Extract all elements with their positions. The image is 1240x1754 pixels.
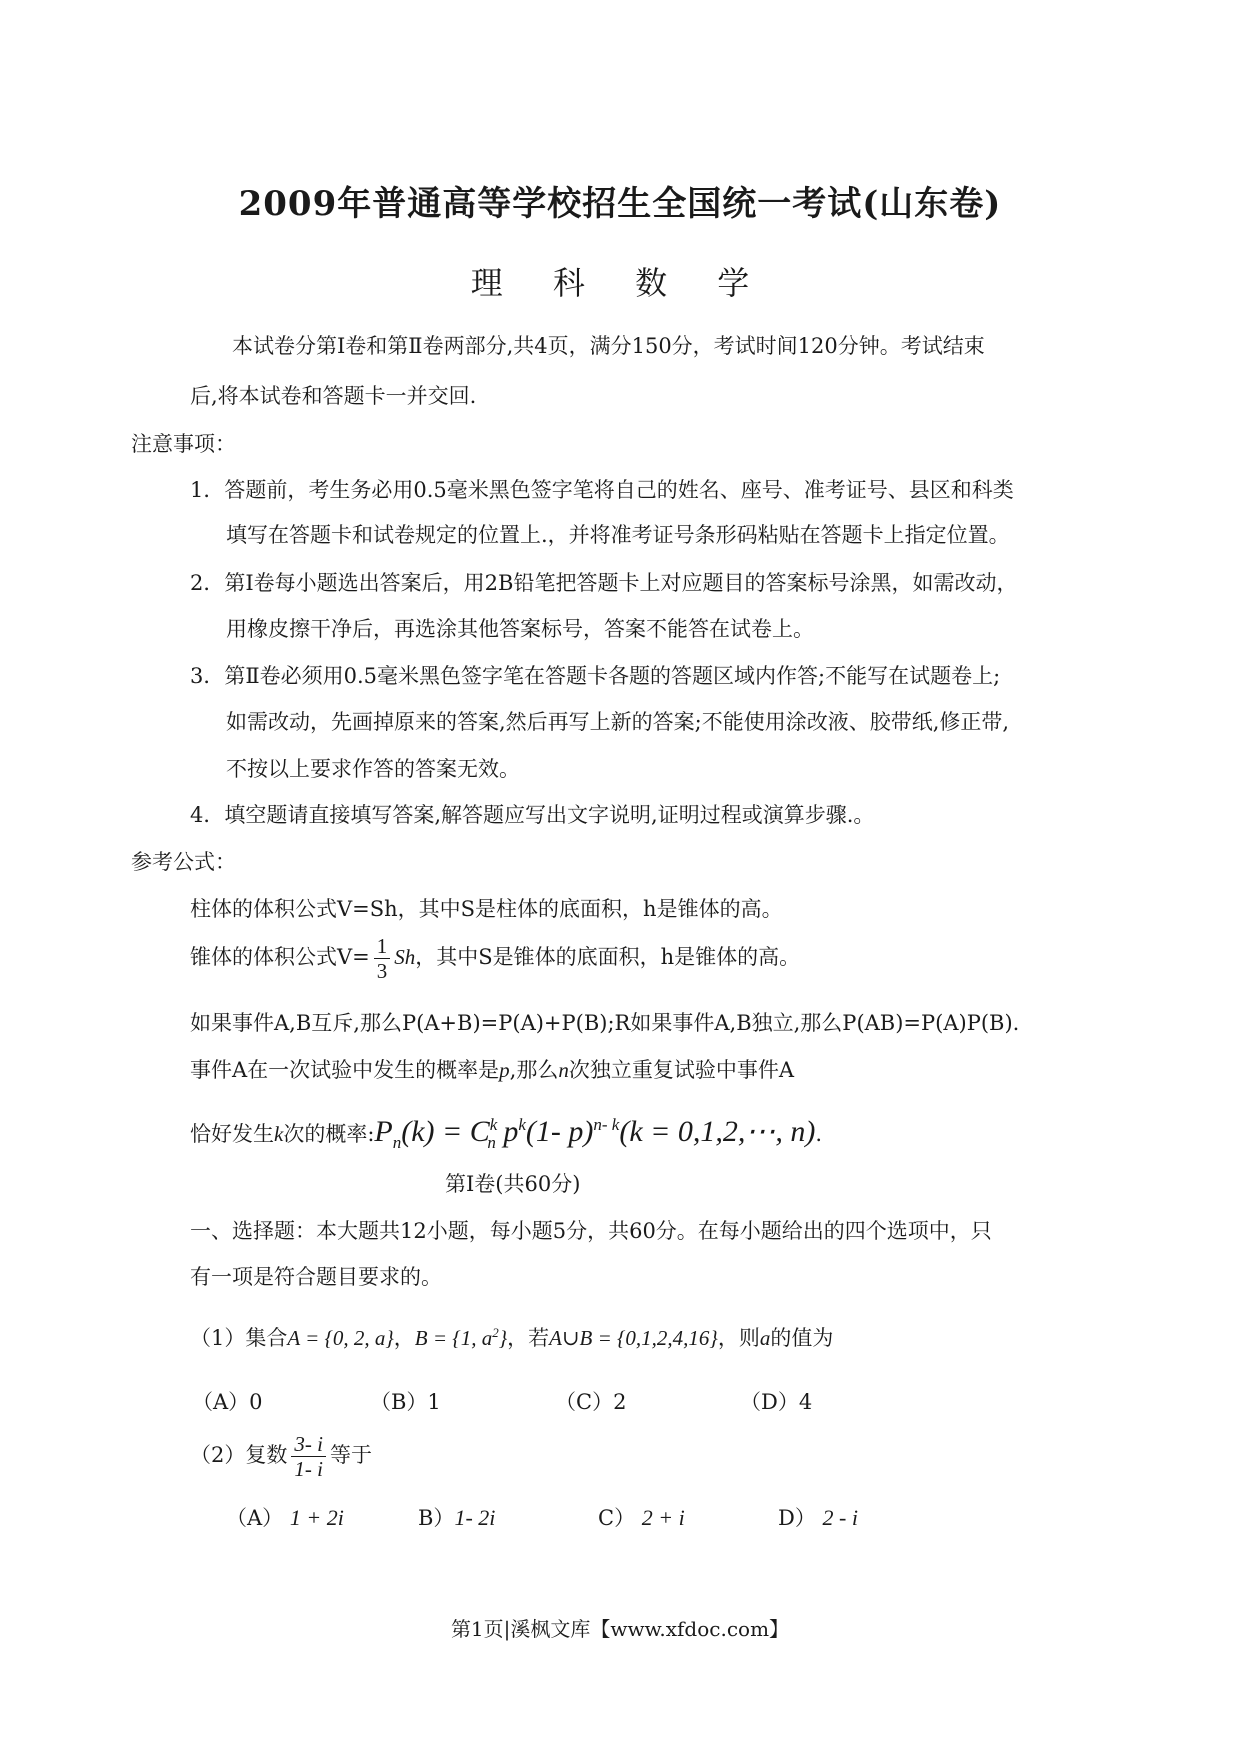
section-instructions-2: 有一项是符合题目要求的。 (190, 1265, 442, 1289)
q1-option-c: （C）2 (555, 1390, 627, 1414)
cone-prefix: 锥体的体积公式V= (190, 945, 370, 970)
q2-suffix: 等于 (329, 1443, 372, 1468)
fraction-numerator: 1 (374, 934, 391, 959)
q2-option-b (418, 1505, 495, 1531)
exam-title: 2009年普通高等学校招生全国统一考试(山东卷) (238, 184, 1002, 224)
formula-part: (1- p) (525, 1115, 594, 1148)
note-item: 2．第Ⅰ卷每小题选出答案后，用2B铅笔把答题卡上对应题目的答案标号涂黑，如需改动， (190, 571, 1018, 595)
formulas-heading: 参考公式： (131, 850, 236, 874)
note-item: 不按以上要求作答的答案无效。 (226, 757, 520, 781)
q1-option-a: （A）0 (192, 1390, 263, 1414)
text-span: 次的概率: (283, 1122, 375, 1146)
text-span: ，则 (717, 1326, 760, 1350)
text-span: ，若 (507, 1326, 550, 1350)
option-value: 1- 2i (454, 1505, 496, 1530)
text-span: ， (393, 1326, 415, 1350)
question-2 (190, 1432, 372, 1481)
text-span: 的值为 (770, 1326, 834, 1350)
intro-line-2: 后,将本试卷和答题卡一并交回. (190, 384, 477, 408)
cone-suffix: ，其中S是锥体的底面积，h是锥体的高。 (415, 945, 801, 970)
events-formula: 如果事件A,B互斥,那么P(A+B)=P(A)+P(B);R如果事件A,B独立,那么P(AB)=P(A)P(B). (190, 1011, 1020, 1035)
formula-sub: n (487, 1133, 496, 1152)
math-variable: n (558, 1058, 569, 1082)
note-item: 如需改动，先画掉原来的答案,然后再写上新的答案;不能使用涂改液、胶带纸,修正带, (226, 710, 1010, 734)
fraction (374, 934, 391, 983)
math-variable: a (759, 1326, 771, 1350)
text-span: 次独立重复试验中事件A (568, 1058, 795, 1082)
formula-sup: k (518, 1115, 526, 1134)
text-span: 事件A在一次试验中发生的概率是 (190, 1058, 500, 1082)
q1-union: A∪B = {0,1,2,4,16} (549, 1326, 718, 1350)
option-label: D） (778, 1506, 816, 1530)
note-item: 1．答题前，考生务必用0.5毫米黑色签字笔将自己的姓名、座号、准考证号、县区和科类 (190, 478, 1014, 502)
formula-part: (k = 0,1,2,⋯, n) (619, 1115, 816, 1148)
fraction-denominator: 3 (376, 959, 388, 984)
q2-fraction (291, 1432, 326, 1481)
q2-option-a (226, 1505, 344, 1531)
section-instructions-1: 一、选择题：本大题共12小题，每小题5分，共60分。在每小题给出的四个选项中，只 (190, 1219, 992, 1243)
cone-formula (190, 934, 800, 983)
q1-superscript: 2 (492, 1325, 499, 1340)
formula-part: P (374, 1115, 393, 1148)
formula-sup: n- k (593, 1115, 620, 1134)
question-1 (190, 1325, 833, 1351)
bernoulli-line-2 (190, 1114, 822, 1153)
q1-set-b: B = {1, a (414, 1326, 493, 1350)
q2-prefix: （2）复数 (190, 1443, 288, 1468)
formula-part: (k) = C (401, 1115, 490, 1148)
section-heading: 第Ⅰ卷(共60分) (445, 1172, 581, 1196)
note-item: 3．第Ⅱ卷必须用0.5毫米黑色签字笔在答题卡各题的答题区域内作答;不能写在试题卷上; (190, 664, 1001, 688)
math-variable: k (274, 1122, 284, 1146)
bernoulli-line-1 (190, 1058, 794, 1083)
text-span: ,那么 (509, 1058, 559, 1082)
math-variable: p (499, 1058, 510, 1082)
formula-sub: n (392, 1133, 402, 1152)
q2-option-d (778, 1505, 858, 1531)
note-item: 4．填空题请直接填写答案,解答题应写出文字说明,证明过程或演算步骤.。 (190, 803, 875, 827)
exam-subtitle: 理 科 数 学 (470, 264, 770, 302)
text-span: 恰好发生 (190, 1122, 274, 1146)
formula-part: p (495, 1115, 519, 1148)
option-value: 1 + 2i (289, 1505, 344, 1530)
option-value: 2 + i (641, 1505, 685, 1530)
text-span: . (815, 1122, 823, 1146)
q1-set-b-end: } (498, 1326, 508, 1350)
note-item: 填写在答题卡和试卷规定的位置上.，并将准考证号条形码粘贴在答题卡上指定位置。 (226, 523, 1010, 547)
option-label: C） (598, 1506, 636, 1530)
fraction-denominator: 1- i (294, 1457, 323, 1482)
formula-sup: k (489, 1115, 498, 1134)
option-value: 2 - i (822, 1505, 858, 1530)
q1-prefix: （1）集合 (190, 1326, 288, 1350)
notes-heading: 注意事项： (131, 432, 236, 456)
q1-set-a: A = {0, 2, a} (287, 1326, 394, 1350)
option-label: （A） (226, 1506, 284, 1530)
option-label: B） (418, 1506, 455, 1530)
q1-option-b: （B）1 (370, 1390, 441, 1414)
q1-option-d: （D）4 (740, 1390, 813, 1414)
fraction-numerator: 3- i (291, 1432, 326, 1457)
bernoulli-formula (374, 1115, 816, 1152)
intro-line-1: 本试卷分第Ⅰ卷和第Ⅱ卷两部分,共4页，满分150分，考试时间120分钟。考试结束 (232, 334, 985, 358)
cone-variable: Sh (394, 945, 416, 970)
note-item: 用橡皮擦干净后，再选涂其他答案标号，答案不能答在试卷上。 (226, 617, 814, 641)
q2-option-c (598, 1505, 685, 1531)
cylinder-formula: 柱体的体积公式V=Sh，其中S是柱体的底面积，h是锥体的高。 (190, 897, 783, 921)
page-footer: 第1页|溪枫文库【www.xfdoc.com】 (450, 1617, 790, 1641)
